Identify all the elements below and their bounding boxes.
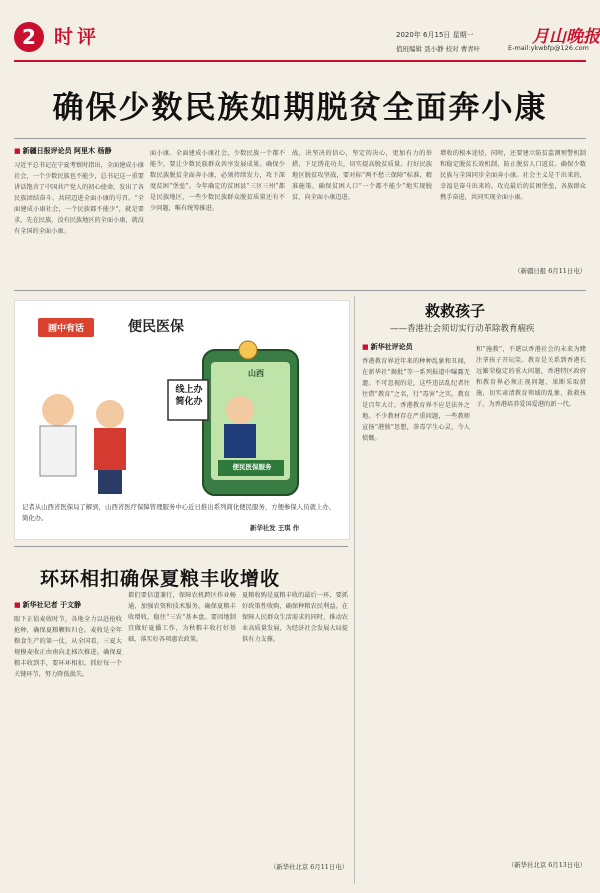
right-article-subtitle: ——香港社会须切实行动革除教育痼疾: [390, 324, 535, 334]
right-article-source: （新华社北京 6月13日电）: [507, 861, 586, 869]
section-title: 时评: [54, 26, 101, 48]
bottom-col-1: 眼下正值麦收时节，各地全力以赴抢收抢种，确保夏粮颗粒归仓。麦收是全年粮食生产的第一仗，从全国看，三夏大规模麦收正由南向北梯次推进。确保夏粮丰收到手，要环环相扣，抓好每一个关键环节，努力降低损失。: [14, 616, 122, 678]
bottom-article-title: 环环相扣确保夏粮丰收增收: [40, 568, 281, 590]
lead-bottom-rule: [14, 290, 586, 291]
lead-col-1: 习近平总书记在宁夏考察时指出，全面建成小康社会，一个少数民族也不能少，总书记这一重要讲话饱含了中国共产党人的初心使命，发出了各民族团结奋斗、共同迈进全面小康的号召。“全面建成小康社会，一个民族都不能少”，就是要求，先在民族，没有民族地区的全面小康，就没有全国的全面小康。: [14, 162, 144, 235]
page-number-badge: 2: [14, 22, 44, 52]
right-article-title: 救救孩子: [425, 302, 486, 320]
cartoon-tag: 画中有话: [38, 318, 94, 337]
cartoon-caption: 记者从山西省医保局了解到，山西省医疗保障管理服务中心近日推出系列简化便民服务，方便参保人员就上办、简化办。: [22, 503, 336, 522]
right-col-1: 香港教育界近年来的种种乱象和丑闻，在新华社“揭批”等一系列报道中曝露无遗。不可忽视的是，这些违法乱纪者往往借“教育”之名，行“毒害”之实。教育是百年大计，香港教育界不应是法外之地。不少教材存在严重问题，一些教师宣扬“港独”思想，荼毒学生心灵，令人愤慨。: [362, 358, 470, 442]
bottom-article-source: （新华社北京 6月11日电）: [269, 863, 348, 871]
cartoon-illustration: [18, 340, 344, 498]
column-separator: [354, 296, 355, 884]
headline-rule: [14, 138, 586, 139]
contact-email: E-mail:ykwbfp@126.com: [508, 44, 589, 52]
newspaper-logo: 月山晚报: [532, 27, 600, 47]
right-article-byline: ■ 新华社评论员: [362, 342, 413, 352]
cartoon-title: 便民医保: [128, 319, 184, 335]
right-col-2: 和“施教”，不堪以香港社会的未来为赌注拿孩子开玩笑。教育是关系到香港长远繁荣稳定的重大问题，香港特区政府和教育界必须正视问题，果断采取措施，切实肃清教育领域的乱象，救救孩子，为香港培养爱国爱港的新一代。: [476, 346, 586, 408]
cartoon-screen-label: 山西: [248, 369, 264, 378]
bottom-col-2: 都们要倍道兼行，保障农机跨区作业畅通，加强农资和技术服务，确保夏粮丰收增收，稳住“三农”基本盘。要因地制宜做好夏播工作，为秋粮丰收打好基础，落实好各项惠农政策。: [128, 592, 236, 643]
bottom-article-rule: [14, 546, 348, 547]
cartoon-sign-text: 线上办 简化办: [175, 385, 203, 407]
issue-date: 2020年 6月15日 星期一: [396, 31, 474, 39]
lead-source: （新疆日报 6月11日电）: [514, 267, 586, 275]
bottom-col-3: 夏粮收购是夏粮丰收的最后一环，要抓好政策性收购，确保种粮农民利益。在保障人民群众生活需求的同时，推动农业高质量发展，为经济社会发展大局提供有力支撑。: [242, 592, 348, 643]
editors-line: 值班编辑 聂小静 校对 曹青叶: [396, 45, 481, 53]
lead-col-2: 面小康。全面建成小康社会，少数民族一个都不能少，要让少数民族群众共享发展成果。确保少数民族脱贫全面奔小康，必须持续发力，攻下深度贫困“堡垒”。今年确定的贫困县“三区三州”都是民族地区，一些少数民族群众脱贫质量还有不少问题，唯有统筹推进。: [150, 150, 285, 212]
cartoon-service-label: 便民医保服务: [232, 463, 272, 471]
lead-col-3: 战，决坚决的信心，坚定的决心，更加有力的举措，下足绣花功夫，切实提高脱贫质量。打好民族地区脱贫攻坚战，要对标“两不愁三保障”标准，精准施策，确保贫困人口“一个都不能少”地实现脱贫，向全面小康迈进。: [292, 150, 432, 201]
lead-col-4: 增收的根本途径，同时，还要建立防贫监测预警机制和稳定脱贫长效机制，防止脱贫人口返贫。确保少数民族与全国同步全面奔小康。社会主义是干出来的，幸福是奋斗出来的。攻克最后的贫困堡垒，各族群众携手奋进，共同实现全面小康。: [440, 150, 586, 201]
main-headline: 确保少数民族如期脱贫全面奔小康: [52, 90, 548, 126]
cartoon-credit: 新华社发 王琪 作: [250, 524, 300, 532]
bottom-article-byline: ■ 新华社记者 于文静: [14, 600, 81, 610]
lead-byline: ■ 新疆日报评论员 阿里木 杨静: [14, 146, 112, 156]
header-divider: [14, 60, 586, 62]
